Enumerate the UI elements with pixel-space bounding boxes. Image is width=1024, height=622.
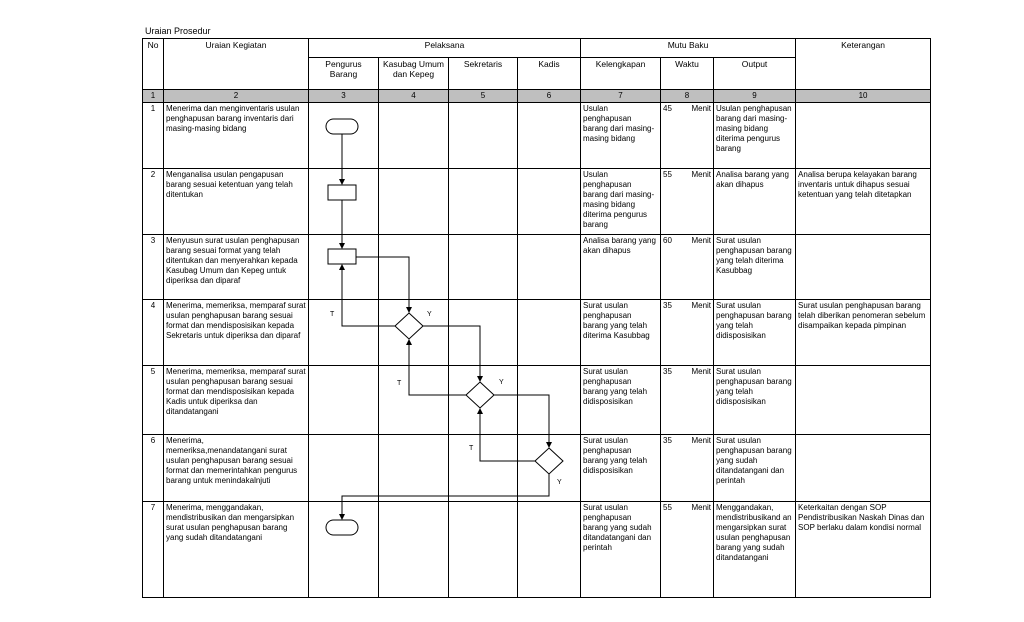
table-row <box>143 235 931 300</box>
row-waktu: 60 Menit <box>661 235 714 300</box>
row-uraian: Menerima dan menginventaris usulan penghapusan barang inventaris dari masing-masing bidang <box>164 103 309 169</box>
row-output: Surat usulan penghapusan barang yang telah diterima Kasubbag <box>714 235 796 300</box>
header-mutu-baku: Mutu Baku <box>581 39 796 58</box>
table-row <box>143 435 931 502</box>
header-keterangan: Keterangan <box>796 39 931 90</box>
header-waktu: Waktu <box>661 58 714 90</box>
row-keterangan: Analisa berupa kelayakan barang inventaris untuk dihapus sesuai ketentuan yang telah ditetapkan <box>796 169 931 235</box>
row-output: Analisa barang yang akan dihapus <box>714 169 796 235</box>
header-kadis: Kadis <box>518 58 581 90</box>
row-waktu: 35 Menit <box>661 366 714 435</box>
table-row <box>143 103 931 169</box>
table-row <box>143 366 931 435</box>
row-uraian: Menerima, memeriksa,menandatangani surat usulan penghapusan barang sesuai format dan memerintahkan pengurus barang untuk menindakalnjuti <box>164 435 309 502</box>
row-kelengkapan: Surat usulan penghapusan barang yang telah diterima Kasubbag <box>581 300 661 366</box>
row-keterangan <box>796 366 931 435</box>
row-keterangan <box>796 235 931 300</box>
header-output: Output <box>714 58 796 90</box>
row-waktu: 35 Menit <box>661 300 714 366</box>
row-keterangan <box>796 435 931 502</box>
row-output: Surat usulan penghapusan barang yang telah didisposisikan <box>714 366 796 435</box>
decision-label-no: T <box>397 380 402 387</box>
col-number: 8 <box>661 90 714 103</box>
header-sekretaris: Sekretaris <box>449 58 518 90</box>
sop-table <box>142 38 931 598</box>
row-uraian: Menganalisa usulan pengapusan barang sesuai ketentuan yang telah ditentukan <box>164 169 309 235</box>
table-row <box>143 300 931 366</box>
col-number: 10 <box>796 90 931 103</box>
row-no: 4 <box>143 300 164 366</box>
row-keterangan: Keterkaitan dengan SOP Pendistribusikan Naskah Dinas dan SOP berlaku dalam kondisi normal <box>796 502 931 598</box>
row-waktu: 55 Menit <box>661 169 714 235</box>
row-kelengkapan: Surat usulan penghapusan barang yang telah didisposisikan <box>581 435 661 502</box>
row-kelengkapan: Usulan penghapusan barang dari masing-masing bidang <box>581 103 661 169</box>
decision-label-yes: Y <box>427 311 432 318</box>
table-row <box>143 169 931 235</box>
decision-label-yes: Y <box>499 379 504 386</box>
row-no: 6 <box>143 435 164 502</box>
header-no: No <box>143 39 164 90</box>
row-no: 2 <box>143 169 164 235</box>
row-uraian: Menerima, memeriksa, memparaf surat usulan penghapusan barang sesuai format dan mendisposisikan kepada Sekretaris untuk diperiksa dan diparaf <box>164 300 309 366</box>
decision-label-no: T <box>330 311 335 318</box>
col-number: 2 <box>164 90 309 103</box>
row-output: Usulan penghapusan barang dari masing-masing bidang diterima pengurus barang <box>714 103 796 169</box>
header-pengurus-barang: Pengurus Barang <box>309 58 379 90</box>
row-output: Surat usulan penghapusan barang yang sudah ditandatangani dan perintah <box>714 435 796 502</box>
column-number-row <box>143 90 931 103</box>
row-kelengkapan: Surat usulan penghapusan barang yang sudah ditandatangani dan perintah <box>581 502 661 598</box>
header-pelaksana: Pelaksana <box>309 39 581 58</box>
col-number: 9 <box>714 90 796 103</box>
page-caption: Uraian Prosedur <box>145 26 211 36</box>
row-output: Surat usulan penghapusan barang yang telah didisposisikan <box>714 300 796 366</box>
col-number: 1 <box>143 90 164 103</box>
row-uraian: Menyusun surat usulan penghapusan barang sesuai format yang telah ditentukan dan menyerahkan kepada Kasubag Umum dan Kepeg untuk diperiksa dan diparaf <box>164 235 309 300</box>
decision-label-yes: Y <box>557 479 562 486</box>
row-waktu: 55 Menit <box>661 502 714 598</box>
header-uraian: Uraian Kegiatan <box>164 39 309 90</box>
row-output: Menggandakan, mendistribusikand an mengarsipkan surat usulan penghapusan barang yang sudah ditandatangani <box>714 502 796 598</box>
col-number: 4 <box>379 90 449 103</box>
row-waktu: 45 Menit <box>661 103 714 169</box>
row-kelengkapan: Usulan penghapusan barang dari masing-masing bidang diterima pengurus barang <box>581 169 661 235</box>
col-number: 6 <box>518 90 581 103</box>
header-kelengkapan: Kelengkapan <box>581 58 661 90</box>
row-kelengkapan: Analisa barang yang akan dihapus <box>581 235 661 300</box>
row-no: 5 <box>143 366 164 435</box>
header-kasubag: Kasubag Umum dan Kepeg <box>379 58 449 90</box>
col-number: 7 <box>581 90 661 103</box>
decision-label-no: T <box>469 445 474 452</box>
row-waktu: 35 Menit <box>661 435 714 502</box>
col-number: 5 <box>449 90 518 103</box>
col-number: 3 <box>309 90 379 103</box>
row-no: 7 <box>143 502 164 598</box>
row-keterangan <box>796 103 931 169</box>
row-no: 1 <box>143 103 164 169</box>
row-kelengkapan: Surat usulan penghapusan barang yang telah didisposisikan <box>581 366 661 435</box>
row-keterangan: Surat usulan penghapusan barang telah diberikan penomeran sebelum disampaikan kepada pimpinan <box>796 300 931 366</box>
row-no: 3 <box>143 235 164 300</box>
row-uraian: Menerima, menggandakan, mendistribusikan dan mengarsipkan surat usulan penghapusan barang yang sudah ditandatangani <box>164 502 309 598</box>
row-uraian: Menerima, memeriksa, memparaf surat usulan penghapusan barang sesuai format dan mendisposisikan kepada Kadis untuk diperiksa dan ditandatangani <box>164 366 309 435</box>
table-row <box>143 502 931 598</box>
